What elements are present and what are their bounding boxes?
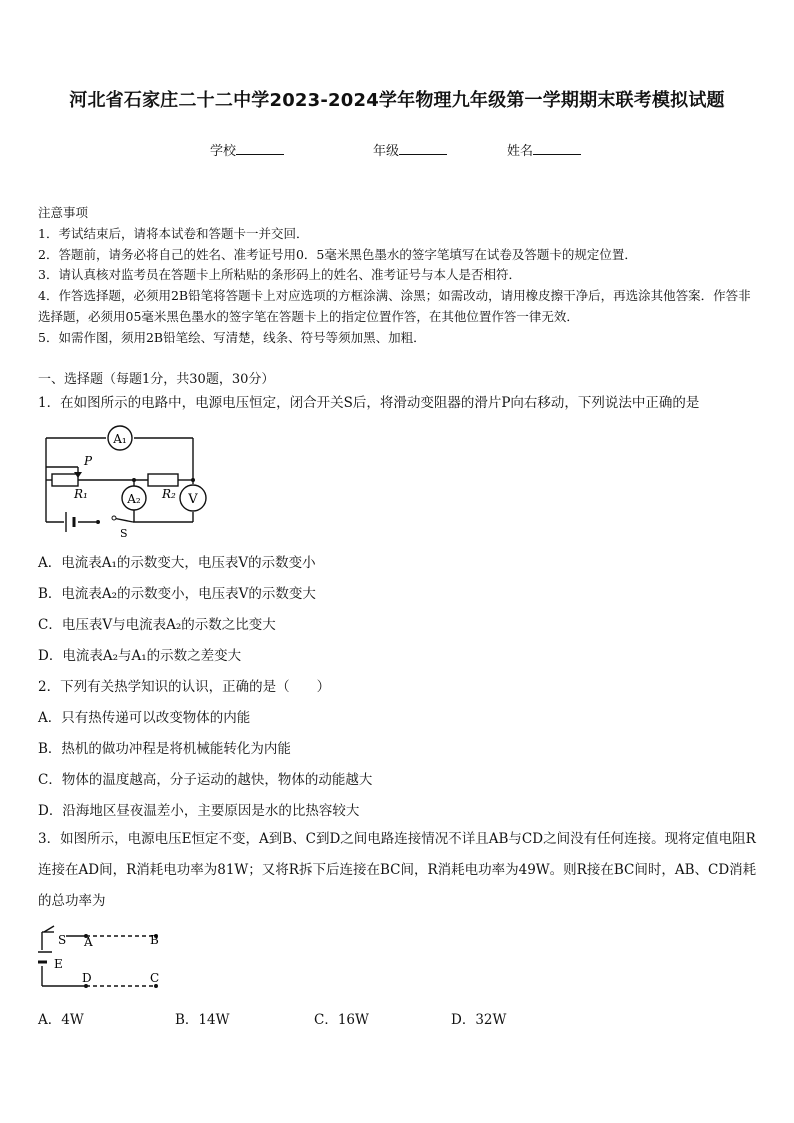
label-d: D [82, 971, 92, 985]
q1-option-c[interactable]: C．电压表V与电流表A₂的示数之比变大 [38, 617, 276, 633]
rheostat-r1 [52, 474, 78, 486]
school-blank[interactable] [236, 142, 284, 155]
q1-option-d[interactable]: D．电流表A₂与A₁的示数之差变大 [38, 648, 242, 664]
q1-option-b[interactable]: B．电流表A₂的示数变小，电压表V的示数变大 [38, 586, 316, 602]
q2-option-d[interactable]: D．沿海地区昼夜温差小，主要原因是水的比热容较大 [38, 803, 360, 819]
notes-heading: 注意事项 [38, 205, 89, 220]
junction-dot [191, 478, 195, 482]
notes-block [38, 203, 760, 349]
label-b: B [150, 933, 159, 947]
notes-item: 2．答题前，请务必将自己的姓名、准考证号用0．5毫米黑色墨水的签字笔填写在试卷及答题卡的规定位置． [38, 246, 637, 262]
label-a2: A₂ [127, 492, 141, 506]
school-label: 学校 [210, 144, 237, 159]
q3-option-a[interactable]: A．4W [38, 1012, 84, 1028]
q2-stem: 2．下列有关热学知识的认识，正确的是（ ） [38, 679, 331, 695]
junction-dot [132, 478, 136, 482]
section-heading: 一、选择题（每题1分，共30题，30分） [38, 372, 275, 387]
page-title: 河北省石家庄二十二中学2023-2024学年物理九年级第一学期期末联考模拟试题 [69, 90, 725, 111]
q1-stem: 1．在如图所示的电路中，电源电压恒定，闭合开关S后，将滑动变阻器的滑片P向右移动，下列说法中正确的是 [38, 395, 700, 411]
notes-item: 5．如需作图，须用2B铅笔绘、写清楚，线条、符号等须加黑、加粗． [38, 329, 426, 345]
q1-circuit-diagram [38, 422, 218, 542]
q3-option-c[interactable]: C．16W [314, 1012, 369, 1028]
grade-field[interactable] [373, 140, 447, 159]
label-r1: R₁ [74, 487, 88, 501]
label-e: E [54, 957, 63, 971]
student-info-row [0, 140, 794, 162]
switch-contact-right [112, 516, 116, 520]
label-s: S [120, 527, 128, 540]
label-p: P [84, 454, 93, 468]
q3-option-d[interactable]: D．32W [451, 1012, 507, 1028]
q3-options [38, 1008, 758, 1030]
label-a: A [84, 935, 93, 949]
name-field[interactable] [507, 140, 581, 159]
notes-item: 1．考试结束后，请将本试卷和答题卡一并交回． [38, 225, 309, 241]
notes-item: 3．请认真核对监考员在答题卡上所粘贴的条形码上的姓名、准考证号与本人是否相符． [38, 267, 521, 283]
name-blank[interactable] [533, 142, 581, 155]
grade-label: 年级 [373, 144, 400, 159]
battery-icon [66, 512, 74, 532]
grade-blank[interactable] [399, 142, 447, 155]
label-s: S [58, 933, 67, 947]
q2-option-b[interactable]: B．热机的做功冲程是将机械能转化为内能 [38, 741, 291, 757]
label-v: V [188, 492, 198, 507]
notes-item: 4．作答选择题，必须用2B铅笔将答题卡上对应选项的方框涂满、涂黑；如需改动，请用橡皮擦干净后，再选涂其他答案．作答非选择题，必须用05毫米黑色墨水的签字笔在答题卡上的指定位置作答，在其他位置作答一律无效． [38, 288, 751, 324]
school-field[interactable] [210, 140, 284, 159]
name-label: 姓名 [507, 144, 534, 159]
switch-icon [44, 926, 54, 932]
resistor-r2 [148, 474, 178, 486]
label-c: C [150, 971, 160, 985]
label-r2: R₂ [162, 487, 176, 501]
switch-contact-left [96, 520, 100, 524]
q1-option-a[interactable]: A．电流表A₁的示数变大，电压表V的示数变小 [38, 555, 316, 571]
q2-option-c[interactable]: C．物体的温度越高，分子运动的越快，物体的动能越大 [38, 772, 373, 788]
q3-option-b[interactable]: B．14W [175, 1012, 230, 1028]
q3-stem: 3．如图所示，电源电压E恒定不变，A到B、C到D之间电路连接情况不详且AB与CD之间没有任何连接。现将定值电阻R连接在AD间，R消耗电功率为81W；又将R拆下后连接在BC间，R消耗电功率为49W。则R接在BC间时，AB、CD消耗的总功率为 [38, 831, 757, 909]
battery-icon [38, 952, 52, 962]
q2-option-a[interactable]: A．只有热传递可以改变物体的内能 [38, 710, 251, 726]
label-a1: A₁ [113, 432, 127, 446]
q3-circuit-diagram [38, 922, 178, 997]
